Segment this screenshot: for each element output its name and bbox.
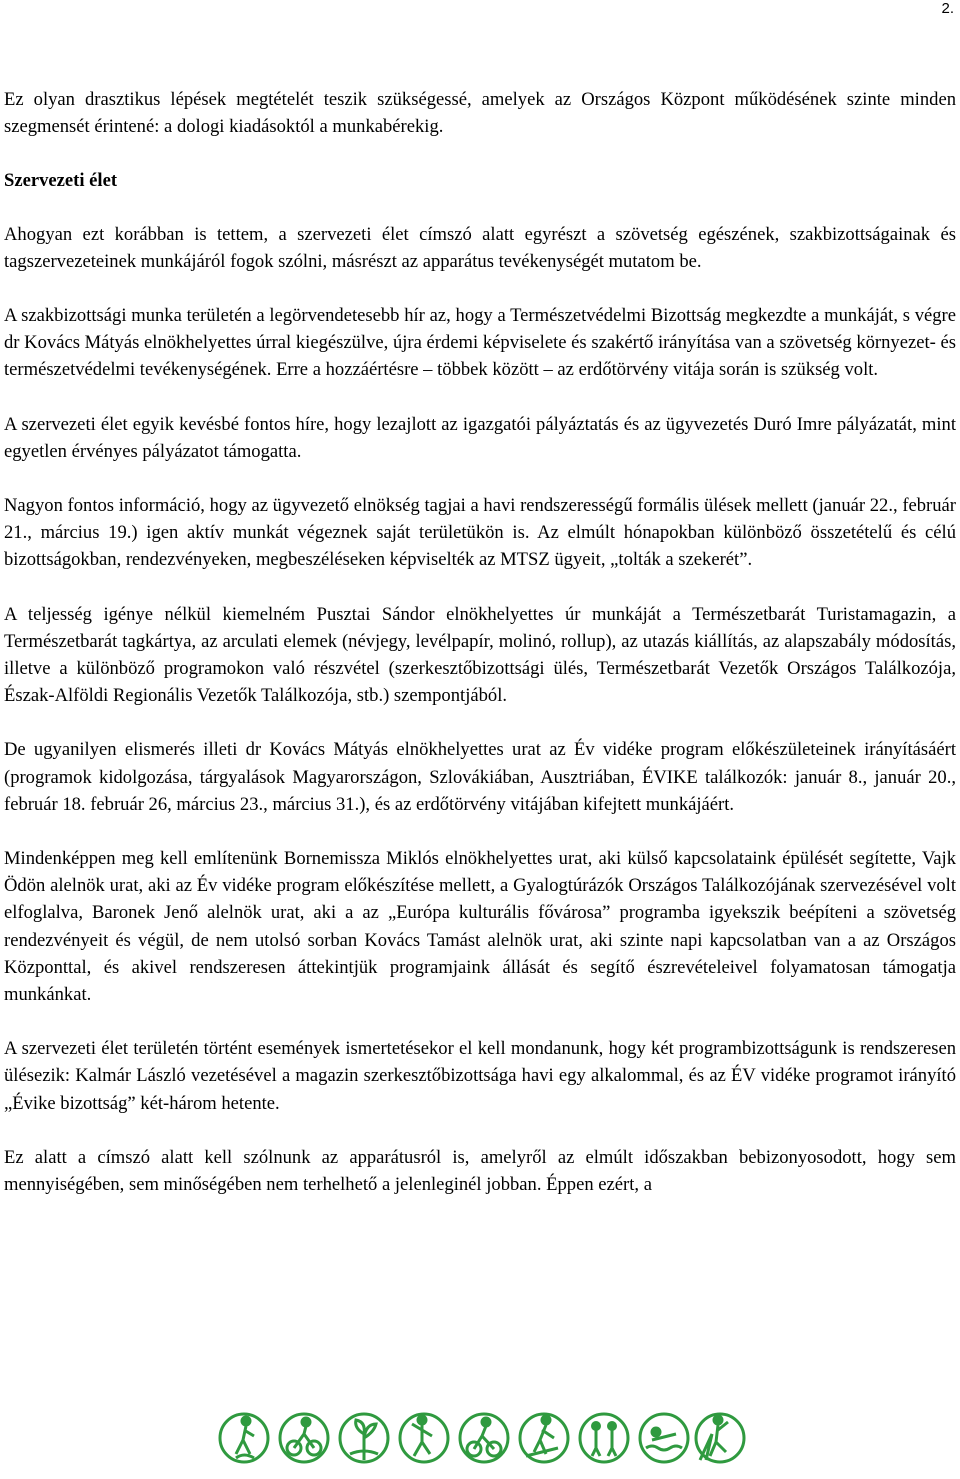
paragraph-4: A szervezeti élet egyik kevésbé fontos híre, hogy lezajlott az igazgatói pályáztatás és az ügyvezetés Duró Imre pályázatát, mint egyetlen érvényes pályázatot támogatta. [4, 413, 956, 462]
paragraph-3: A szakbizottsági munka területén a legörvendetesebb hír az, hogy a Természetvédelmi Bizottság megkezdte a munkáját, s végre dr Kovács Mátyás elnökhelyettes úrral kiegészülve, újra érdemi képviselete és szakértő irányítása van a szövetség környezet- és természetvédelmi tevékenységének. Erre a hozzáértésre – többek között – az erdőtörvény vitája során is szükség volt. [4, 305, 956, 381]
section-heading: Szervezeti élet [4, 170, 118, 192]
paragraph-1: Ez olyan drasztikus lépések megtételét teszik szükségessé, amelyek az Országos Központ működésének szinte minden szegmensét érintené: a dologi kiadásoktól a munkabérekig. [4, 89, 956, 138]
skier-icon [520, 1414, 568, 1462]
paragraph-5: Nagyon fontos információ, hogy az ügyvezető elnökség tagjai a havi rendszerességű formális ülések mellett (január 22., február 21., március 19.) igen aktív munkát végeznek saját területükön is. Az elmúlt hónapokban különböző összetételű és célú bizottságokban, rendezvényeken, megbeszéléseken képviselték az MTSZ ügyeit, „tolták a szekerét”. [4, 495, 956, 571]
tree-planting-icon [340, 1414, 388, 1462]
paragraph-6: A teljesség igénye nélkül kiemelném Pusztai Sándor elnökhelyettes úr munkáját a Természetbarát Turistamagazin, a Természetbarát tagkártya, az arculati elemek (névjegy, levélpapír, molinó, rollup), az utazás kiállítás, az alapszabály módosítás, illetve a különböző programokon való részvétel (szerkesztőbizottsági ülés, Természetbarát Vezetők Országos Találkozója, Észak-Alföldi Regionális Vezetők Találkozója, stb.) szempontjából. [4, 603, 956, 707]
footer-icon-strip [216, 1404, 746, 1479]
climber-icon [400, 1414, 448, 1462]
paragraph-9: A szervezeti élet területén történt események ismertetésekor el kell mondanunk, hogy két programbizottságunk is rendszeresen ülésezik: Kalmár László vezetésével a magazin szerkesztőbizottsága havi egy alkalommal, és az ÉV vidéke programot irányító „Évike bizottság” két-három hetente. [4, 1038, 956, 1114]
cyclist-icon [460, 1414, 508, 1462]
paragraph-8: Mindenképpen meg kell említenünk Bornemissza Miklós elnökhelyettes urat, aki külső kapcsolataink épülését segítette, Vajk Ödön alelnök urat, aki az Év vidéke program előkészítése mellett, a Gyalogtúrázók Országos Találkozójának szervezésével volt elfoglalva, Baronek Jenő alelnök urat, aki a az „Európa kulturális fővárosa” programba igyekszik beépíteni a szövetség rendezvényeit és végül, de nem utolsó sorban Kovács Tamást alelnök urat, aki szinte napi kapcsolatban van a az Országos Központtal, és akivel rendszeresen áttekintjük programjaink állását és segítő észrevételeivel folyamatosan támogatja munkánkat. [4, 848, 956, 1006]
document-body [4, 86, 956, 1225]
paragraph-2: Ahogyan ezt korábban is tettem, a szervezeti élet címszó alatt egyrészt a szövetség egészének, szakbizottságainak és tagszervezeteinek munkájáról fogok szólni, másrészt az apparátus tevékenységét mutatom be. [4, 223, 956, 272]
swimmer-icon [640, 1414, 688, 1462]
group-icon [580, 1414, 628, 1462]
rock-climber-icon [696, 1414, 744, 1462]
cyclist-icon [280, 1414, 328, 1462]
paragraph-10: Ez alatt a címszó alatt kell szólnunk az apparátusról is, amelyről az elmúlt időszakban bebizonyosodott, hogy sem mennyiségében, sem minőségében nem terhelhető a jelenleginél jobban. Éppen ezért, a [4, 1146, 956, 1196]
hiker-icon [220, 1414, 268, 1462]
paragraph-7: De ugyanilyen elismerés illeti dr Kovács Mátyás elnökhelyettes urat az Év vidéke program előkészületeinek irányításáért (programok kidolgozása, tárgyalások Magyarországon, Szlovákiában, Ausztriában, ÉVIKE találkozók: január 8., január 20., február 18. február 26, március 23., március 31.), és az erdőtörvény vitájában kifejtett munkájáért. [4, 739, 956, 815]
page-number: 2. [941, 0, 954, 17]
